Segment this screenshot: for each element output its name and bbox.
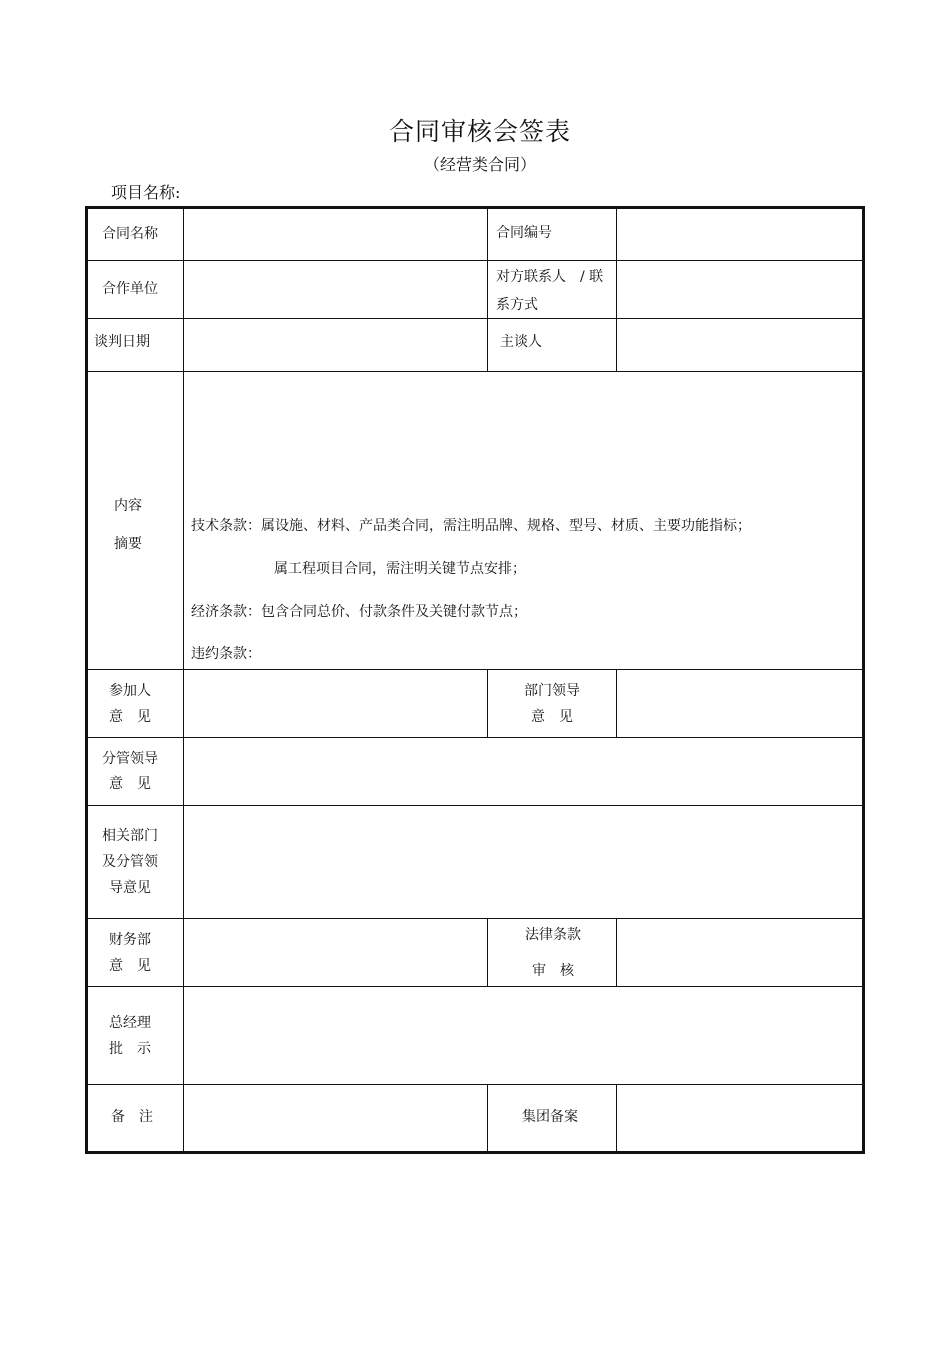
row-divider — [88, 371, 862, 372]
field-dept-leader-opinion[interactable] — [617, 670, 862, 737]
column-divider — [487, 209, 488, 371]
label-lead-negotiator: 主谈人 — [500, 334, 542, 350]
label-text: 摘要 — [114, 536, 142, 552]
label-remarks — [88, 1085, 176, 1151]
field-participant-opinion[interactable] — [184, 670, 487, 737]
label-text: 合同名称 — [102, 225, 158, 242]
label-text: 意 见 — [109, 957, 151, 974]
label-contract-no: 合同编号 — [496, 225, 552, 241]
label-text: 批 示 — [109, 1040, 151, 1057]
label-text: 分管领导 — [102, 750, 158, 767]
label-contact — [496, 263, 603, 319]
label-division-leader-opinion — [88, 738, 172, 805]
label-text: 意 见 — [531, 708, 573, 725]
tech-terms-text: 技术条款：属设施、材料、产品类合同，需注明品牌、规格、型号、材质、主要功能指标； — [191, 518, 751, 534]
field-gm-instruction[interactable] — [184, 987, 862, 1084]
label-text: 审 核 — [532, 962, 574, 979]
label-gm-instruction — [88, 987, 172, 1084]
label-participant-opinion — [88, 670, 172, 737]
breach-terms-text: 违约条款： — [191, 646, 261, 662]
field-contract-name[interactable] — [184, 209, 487, 260]
field-contact[interactable] — [617, 261, 862, 318]
label-text: 意 见 — [109, 708, 151, 725]
tech-terms-text-2: 属工程项目合同，需注明关键节点安排； — [274, 561, 526, 577]
page-subtitle: （经营类合同） — [423, 155, 536, 174]
label-text: 对方联系人 / 联 — [496, 269, 604, 285]
field-lead-negotiator[interactable] — [617, 319, 862, 371]
label-text: 合作单位 — [102, 280, 158, 297]
label-contract-name — [88, 209, 172, 260]
project-name-label: 项目名称: — [111, 183, 181, 202]
label-group-filing — [488, 1085, 612, 1151]
page-title: 合同审核会签表 — [388, 117, 571, 146]
label-finance-opinion — [88, 919, 172, 986]
label-text: 参加人 — [109, 682, 151, 699]
label-text: 系方式 — [496, 297, 538, 313]
field-legal-review[interactable] — [617, 919, 862, 986]
label-content-summary — [114, 487, 142, 563]
field-partner[interactable] — [184, 261, 487, 318]
label-dept-leader-opinion — [488, 670, 616, 737]
field-remarks[interactable] — [184, 1085, 487, 1151]
field-related-dept-opinion[interactable] — [184, 806, 862, 918]
label-text: 备 注 — [111, 1109, 153, 1126]
label-text: 相关部门 — [102, 828, 158, 844]
label-text: 财务部 — [109, 931, 151, 948]
label-text: 总经理 — [109, 1014, 151, 1031]
label-negotiation-date: 谈判日期 — [94, 334, 150, 350]
label-text: 意 见 — [109, 775, 151, 792]
label-partner — [88, 261, 172, 318]
field-finance-opinion[interactable] — [184, 919, 487, 986]
label-text: 部门领导 — [524, 682, 580, 699]
field-contract-no[interactable] — [617, 209, 862, 260]
label-text: 内容 — [114, 498, 142, 514]
field-group-filing[interactable] — [617, 1085, 862, 1151]
label-text: 法律条款 — [525, 926, 581, 943]
label-related-dept-opinion — [88, 806, 172, 918]
form-table — [85, 206, 865, 1154]
field-division-leader-opinion[interactable] — [184, 738, 862, 805]
label-legal-review — [488, 919, 618, 986]
label-text: 集团备案 — [522, 1109, 578, 1126]
econ-terms-text: 经济条款：包含合同总价、付款条件及关键付款节点； — [191, 604, 527, 620]
label-text: 及分管领 — [102, 854, 158, 870]
label-text: 导意见 — [109, 880, 151, 896]
field-negotiation-date[interactable] — [184, 319, 487, 371]
